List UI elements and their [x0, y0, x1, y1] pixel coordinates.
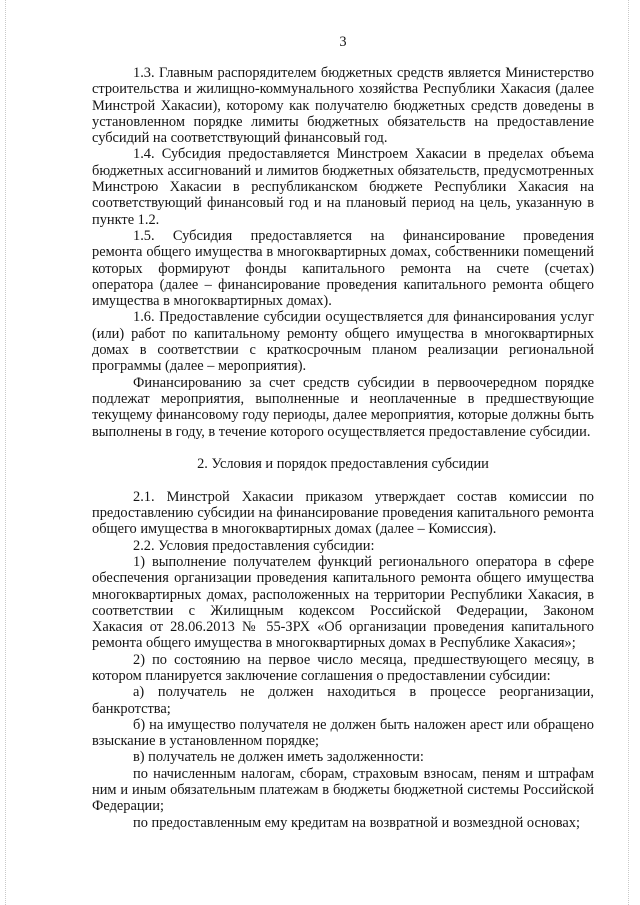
text-line: 1.5. Субсидия предоставляется на финансирование проведения	[133, 227, 594, 244]
text-line: 2.2. Условия предоставления субсидии:	[133, 537, 375, 554]
scan-edge-left	[5, 0, 6, 905]
text-line: взыскание в установленном порядке;	[92, 733, 320, 750]
text-line: 1.4. Субсидия предоставляется Минстроем Хакасии в пределах объема	[133, 146, 594, 163]
text-line: Минстрою Хакасии в республиканском бюджете Республики Хакасия на	[92, 179, 594, 196]
paragraph	[92, 684, 594, 717]
text-line: соответствующий финансовый год и на плановый период на цель, указанную в	[92, 195, 594, 212]
paragraph	[92, 489, 594, 538]
text-line: банкротства;	[92, 700, 171, 717]
page-number: 3	[339, 34, 347, 50]
paragraph	[92, 65, 594, 146]
text-line: (или) работ по капитальному ремонту общего имущества в многоквартирных	[92, 325, 594, 342]
text-line: Хакасия от 28.06.2013 № 55-ЗРХ «Об организации проведения капитального	[92, 619, 594, 636]
paragraph	[92, 554, 594, 652]
text-line: имущества в многоквартирных домах).	[92, 293, 332, 310]
text-line: по начисленным налогам, сборам, страховым взносам, пеням и штрафам	[133, 765, 594, 782]
paragraph	[92, 652, 594, 685]
paragraph	[92, 749, 594, 765]
section-2	[92, 489, 594, 831]
paragraph	[92, 538, 594, 554]
text-line: 2.1. Минстрой Хакасии приказом утверждает состав комиссии по	[133, 488, 594, 505]
text-line: бюджетных ассигнований и лимитов бюджетных обязательств, предусмотренных	[92, 162, 594, 179]
text-line: многоквартирных домах, расположенных на территории Республики Хакасия, в	[92, 586, 594, 603]
text-line: подлежат мероприятия, выполненные и неоплаченные в предшествующие	[92, 390, 594, 407]
paragraph	[92, 766, 594, 815]
section-1	[92, 65, 594, 440]
text-line: а) получатель не должен находиться в процессе реорганизации,	[133, 684, 594, 701]
paragraph	[92, 228, 594, 309]
paragraph	[92, 717, 594, 750]
text-line: соответствии с Жилищным кодексом Российской Федерации, Законом	[92, 602, 594, 619]
text-line: Федерации;	[92, 798, 164, 815]
text-line: строительства и жилищно-коммунального хозяйства Республики Хакасия (далее	[92, 81, 594, 98]
scan-edge-right	[628, 0, 629, 905]
document-body	[92, 65, 594, 831]
text-line: Финансированию за счет средств субсидии в первоочередном порядке	[133, 374, 594, 391]
text-line: домах в соответствии с краткосрочным планом реализации региональной	[92, 342, 594, 359]
text-line: 2) по состоянию на первое число месяца, предшествующего месяцу, в	[133, 651, 594, 668]
text-line: пункте 1.2.	[92, 211, 160, 228]
text-line: выполнены в году, в течение которого осуществляется предоставление субсидии.	[92, 423, 591, 440]
text-line: установленном порядке лимиты бюджетных обязательств на предоставление	[92, 113, 594, 130]
text-line: Минстрой Хакасии), которому как получателю бюджетных средств доведены в	[92, 97, 594, 114]
text-line: которых формируют фонды капитального ремонта на счете (счетах)	[92, 260, 594, 277]
text-line: обеспечения организации проведения капитального ремонта общего имущества	[92, 570, 594, 587]
section-2-heading: 2. Условия и порядок предоставления субсидии	[197, 456, 489, 473]
text-line: 1) выполнение получателем функций регионального оператора в сфере	[133, 553, 594, 570]
text-line: 1.6. Предоставление субсидии осуществляется для финансирования услуг	[133, 309, 594, 326]
text-line: ремонта общего имущества в многоквартирных домах в Республике Хакасия»;	[92, 635, 576, 652]
text-line: в) получатель не должен иметь задолженности:	[133, 749, 424, 766]
text-line: субсидий на соответствующий финансовый год.	[92, 130, 388, 147]
text-line: котором планируется заключение соглашения о предоставлении субсидии:	[92, 667, 551, 684]
text-line: общего имущества в многоквартирных домах (далее – Комиссия).	[92, 521, 497, 538]
text-line: б) на имущество получателя не должен быть наложен арест или обращено	[133, 716, 594, 733]
paragraph	[92, 309, 594, 374]
paragraph	[92, 375, 594, 440]
text-line: 1.3. Главным распорядителем бюджетных средств является Министерство	[133, 65, 594, 81]
text-line: предоставлению субсидии на финансирование проведения капитального ремонта	[92, 505, 594, 522]
text-line: программы (далее – мероприятия).	[92, 358, 307, 375]
text-line: оператора (далее – финансирование проведения капитального ремонта общего	[92, 276, 594, 293]
paragraph	[92, 815, 594, 831]
text-line: ним и иным обязательным платежам в бюджеты бюджетной системы Российской	[92, 782, 594, 799]
paragraph	[92, 146, 594, 227]
text-line: по предоставленным ему кредитам на возвратной и возмездной основах;	[133, 814, 580, 831]
text-line: ремонта общего имущества в многоквартирных домах, собственники помещений	[92, 244, 594, 261]
text-line: текущему финансовому году периоды, далее мероприятия, которые должны быть	[92, 407, 594, 424]
